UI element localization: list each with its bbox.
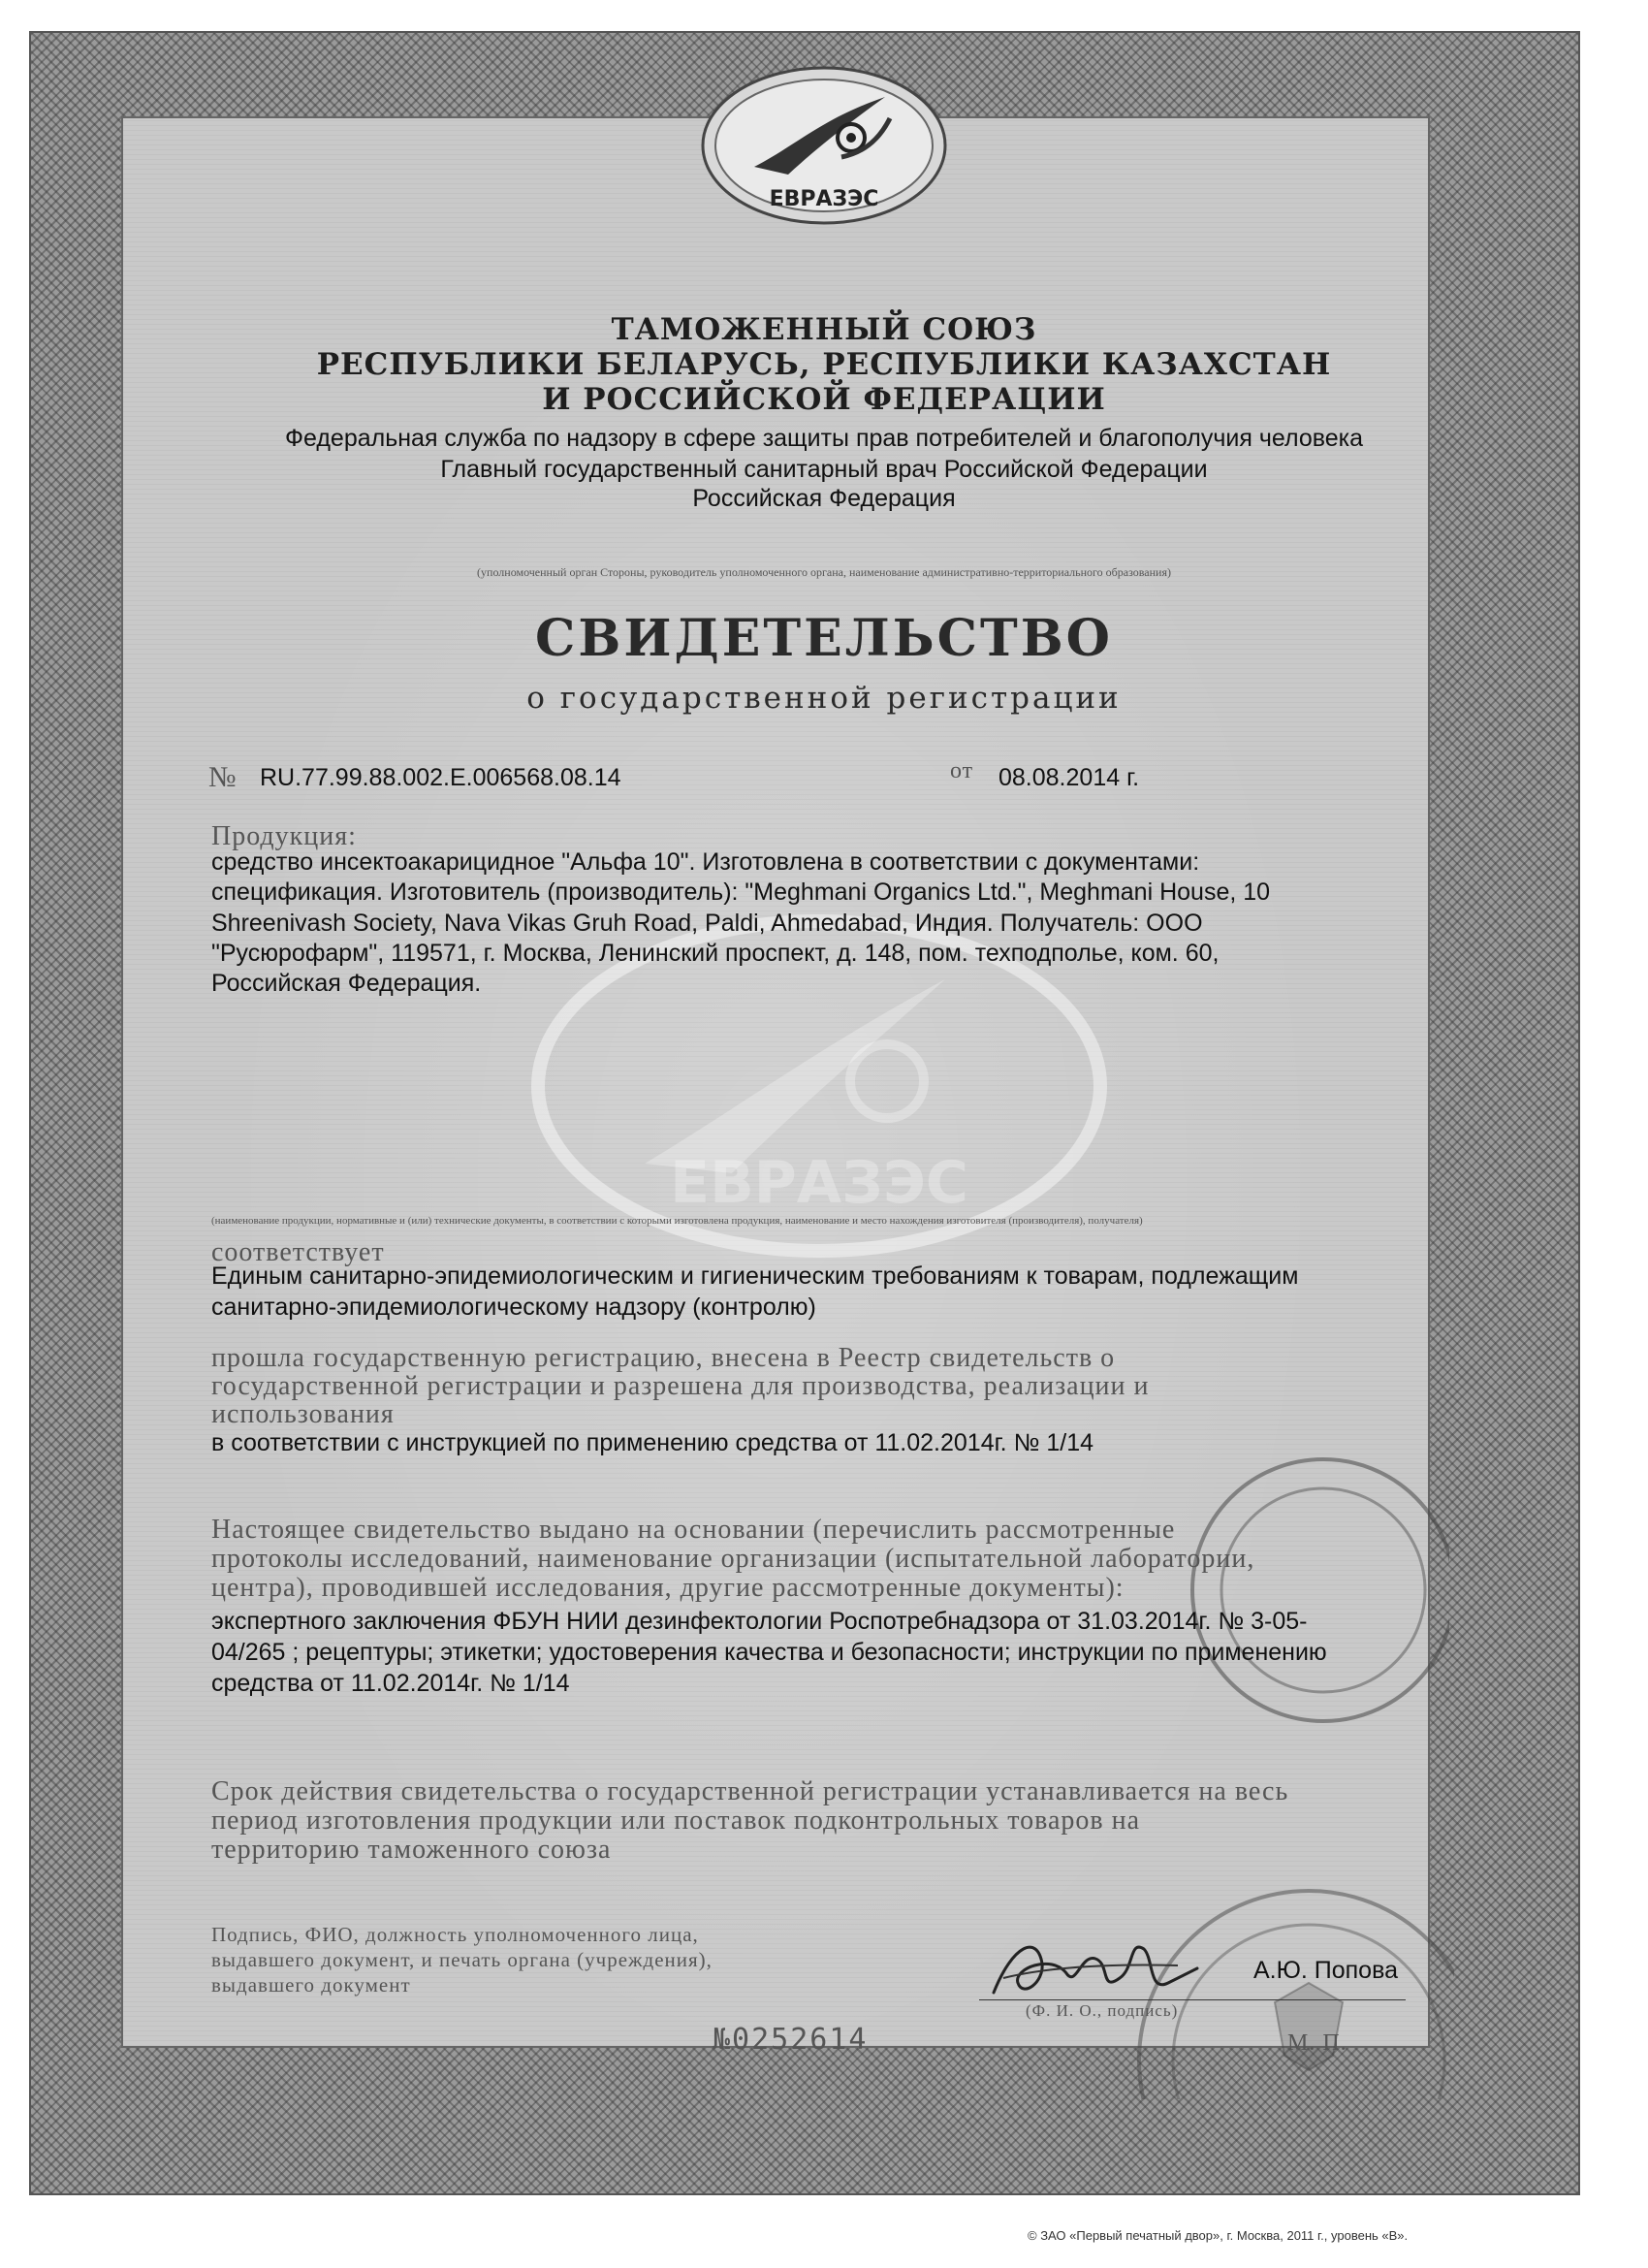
watermark-text: ЕВРАЗЭС (670, 1149, 968, 1217)
round-stamp-upper (1139, 1445, 1449, 1736)
basis-line-2: протоколы исследований, наименование организации (испытательной лаборатории, (211, 1544, 1255, 1574)
registration-line-1: прошла государственную регистрацию, внесена в Реестр свидетельств о (211, 1343, 1116, 1373)
registration-line-2: государственной регистрации и разрешена для производства, реализации и (211, 1371, 1150, 1401)
registration-line-3: использования (211, 1399, 395, 1429)
signature-label-3: выдавшего документ (211, 1973, 411, 1996)
validity-line-3: территорию таможенного союза (211, 1835, 612, 1865)
basis-line-1: Настоящее свидетельство выдано на основании (перечислить рассмотренные (211, 1515, 1176, 1545)
validity-line-2: период изготовления продукции или поставок подконтрольных товаров на (211, 1805, 1141, 1836)
header-line-2: РЕСПУБЛИКИ БЕЛАРУСЬ, РЕСПУБЛИКИ КАЗАХСТАН (316, 347, 1332, 382)
validity-line-1: Срок действия свидетельства о государственной регистрации устанавливается на весь (211, 1776, 1289, 1806)
product-line-1: средство инсектоакарицидное "Альфа 10". Изготовлена в соответствии с документами: (211, 848, 1200, 876)
signature-label-1: Подпись, ФИО, должность уполномоченного лица, (211, 1923, 699, 1946)
authority-line-1: Федеральная служба по надзору в сфере защиты прав потребителей и благополучия человека (284, 425, 1364, 452)
eurasec-logo (696, 60, 952, 225)
product-caption: (наименование продукции, нормативные и (или) технические документы, в соответствии с которыми изготовлена продукция, наименование и место нахождения изготовителя (производителя), получателя) (211, 1215, 1143, 1227)
registration-value: в соответствии с инструкцией по применению средства от 11.02.2014г. № 1/14 (211, 1429, 1093, 1456)
basis-value-2: 04/265 ; рецептуры; этикетки; удостоверения качества и безопасности; инструкции по применению (211, 1639, 1327, 1666)
authority-line-3: Российская Федерация (692, 485, 956, 512)
number-prefix: № (208, 761, 238, 793)
authority-line-2: Главный государственный санитарный врач Российской Федерации (440, 456, 1208, 483)
basis-value-3: средства от 11.02.2014г. № 1/14 (211, 1670, 570, 1697)
product-label: Продукция: (211, 821, 357, 851)
signature-line (979, 1999, 1406, 2000)
authority-caption: (уполномоченный орган Стороны, руководитель уполномоченного органа, наименование административно-территориального образования) (477, 565, 1171, 579)
product-line-5: Российская Федерация. (211, 970, 482, 997)
product-line-3: Shreenivash Society, Nava Vikas Gruh Road, Paldi, Ahmedabad, Индия. Получатель: ООО (211, 910, 1203, 937)
product-line-2: спецификация. Изготовитель (производитель): "Meghmani Organics Ltd.", Meghmani House, 10 (211, 878, 1271, 906)
header-line-3: И РОССИЙСКОЙ ФЕДЕРАЦИИ (542, 382, 1106, 417)
certificate-number: RU.77.99.88.002.Е.006568.08.14 (260, 764, 621, 791)
document-subtitle: о государственной регистрации (526, 681, 1122, 716)
conformity-label: соответствует (211, 1237, 385, 1267)
printer-footer: © ЗАО «Первый печатный двор», г. Москва, 2011 г., уровень «В». (1028, 2228, 1409, 2243)
date-prefix: от (950, 758, 974, 783)
basis-line-3: центра), проводившей исследования, другие рассмотренные документы): (211, 1573, 1125, 1603)
signatory-caption: (Ф. И. О., подпись) (1026, 2001, 1179, 2020)
conformity-line-2: санитарно-эпидемиологическому надзору (контролю) (211, 1294, 816, 1321)
serial-number: №0252614 (713, 2023, 869, 2057)
header-line-1: ТАМОЖЕННЫЙ СОЮЗ (611, 312, 1037, 347)
signature-label-2: выдавшего документ, и печать органа (учреждения), (211, 1948, 713, 1971)
conformity-line-1: Единым санитарно-эпидемиологическим и гигиеническим требованиям к товарам, подлежащим (211, 1262, 1299, 1290)
document-title: СВИДЕТЕЛЬСТВО (535, 609, 1113, 668)
product-line-4: "Русюрофарм", 119571, г. Москва, Ленинский проспект, д. 148, пом. техподполье, ком. 60, (211, 940, 1220, 967)
certificate-date: 08.08.2014 г. (998, 764, 1140, 791)
basis-value-1: экспертного заключения ФБУН НИИ дезинфектологии Роспотребнадзора от 31.03.2014г. № 3-05- (211, 1608, 1308, 1635)
logo-text: ЕВРАЗЭС (769, 187, 879, 211)
signatory-name: А.Ю. Попова (1253, 1957, 1398, 1984)
stamp-place: М. П. (1287, 2030, 1347, 2056)
